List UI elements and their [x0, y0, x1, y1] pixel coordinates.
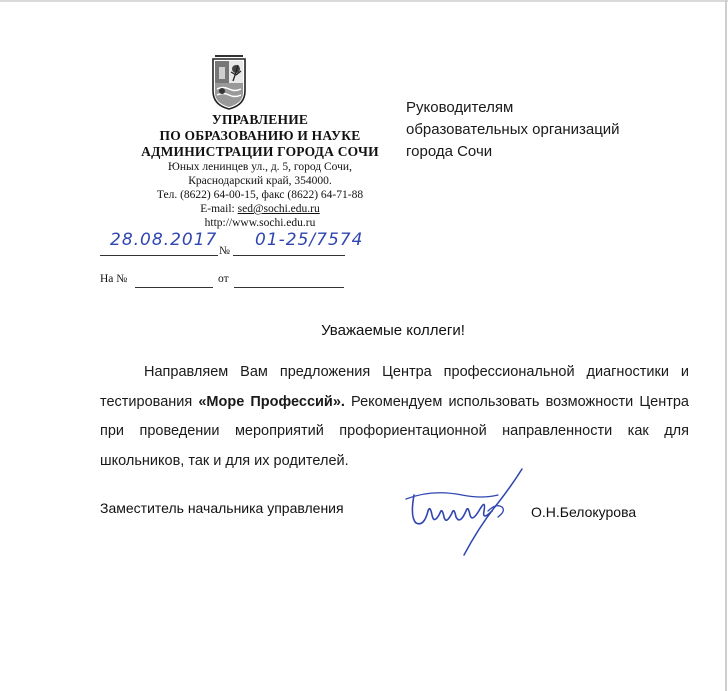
- signatory-title: Заместитель начальника управления: [100, 500, 344, 516]
- scan-edge-top: [0, 0, 728, 2]
- org-address-line2: Краснодарский край, 354000.: [188, 175, 332, 187]
- sochi-coat-of-arms-icon: [207, 53, 251, 111]
- body-part2: Рекомендуем использовать возможности Центра при проведении мероприятий профориентационной направленности как для школьников, так и для их родителей.: [100, 393, 689, 469]
- org-website[interactable]: http://www.sochi.edu.ru: [204, 217, 316, 229]
- body-part1: Направляем Вам предложения Центра профессиональной диагностики и тестирования: [100, 364, 689, 410]
- org-title-line3: АДМИНИСТРАЦИИ ГОРОДА СОЧИ: [141, 144, 379, 159]
- greeting: Уважаемые коллеги!: [321, 322, 465, 339]
- addressee-block: [406, 97, 620, 163]
- registration-date: 28.08.2017: [110, 230, 218, 250]
- handwritten-signature-icon: [402, 465, 537, 560]
- registration-date-line: [100, 255, 218, 256]
- registration-number-sign: №: [219, 245, 230, 257]
- org-title-line2: ПО ОБРАЗОВАНИЮ И НАУКЕ: [159, 128, 361, 143]
- registration-number: 01-25/7574: [255, 230, 364, 250]
- reference-date-label: от: [218, 273, 229, 285]
- reference-number-line: [135, 287, 213, 288]
- org-email-row: [90, 203, 430, 216]
- addressee-line1: Руководителям: [406, 99, 514, 116]
- body-highlight: «Море Профессий».: [198, 393, 345, 410]
- scan-edge-right: [725, 0, 727, 691]
- org-phones: Тел. (8622) 64-00-15, факс (8622) 64-71-88: [156, 189, 364, 201]
- org-address-line1: Юных ленинцев ул., д. 5, город Сочи,: [168, 161, 352, 173]
- body-paragraph: [100, 358, 689, 476]
- signatory-name: О.Н.Белокурова: [531, 504, 637, 520]
- registration-number-line: [233, 255, 345, 256]
- org-title-line1: УПРАВЛЕНИЕ: [211, 112, 309, 127]
- addressee-line3: города Сочи: [406, 143, 493, 160]
- reference-number-label: На №: [100, 273, 128, 285]
- org-email-link[interactable]: sed@sochi.edu.ru: [237, 203, 320, 215]
- addressee-line2: образовательных организаций: [406, 121, 620, 138]
- reference-date-line: [234, 287, 344, 288]
- org-email-label: E-mail:: [200, 203, 238, 215]
